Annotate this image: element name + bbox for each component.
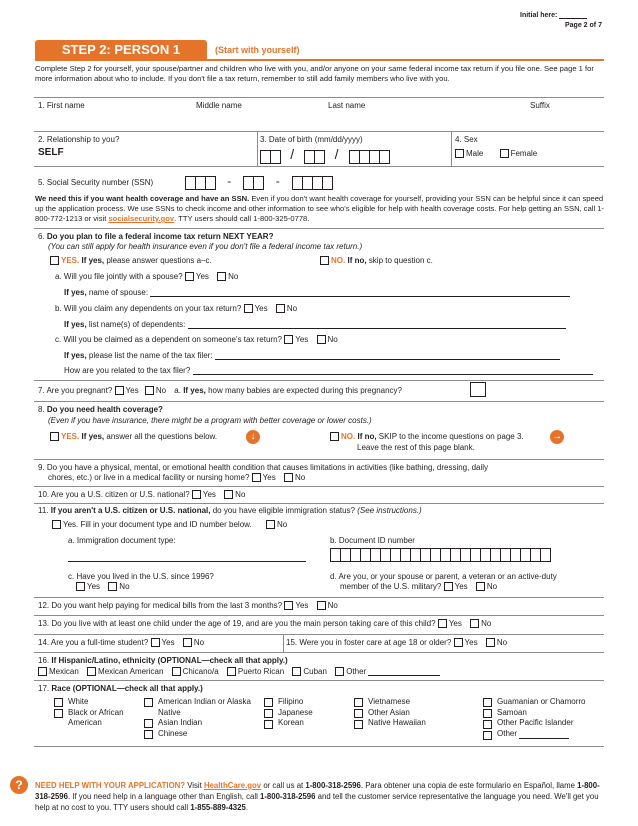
initial-line[interactable] bbox=[559, 10, 587, 19]
q11c-no-checkbox[interactable] bbox=[108, 582, 117, 591]
page-number: Page 2 of 7 bbox=[565, 22, 602, 29]
initial-here: Initial here: bbox=[520, 10, 587, 19]
q16-title: 16. If Hispanic/Latino, ethnicity (OPTIONAL—check all that apply.) bbox=[38, 656, 288, 665]
ethnicity-mexican-checkbox[interactable] bbox=[38, 667, 47, 676]
race-other-asian-checkbox[interactable] bbox=[354, 709, 363, 718]
q8-no: NO. If no, SKIP to the income questions on page 3. bbox=[330, 432, 524, 441]
spouse-name-line[interactable] bbox=[150, 288, 570, 297]
title-rule bbox=[35, 59, 604, 61]
q9-yes-checkbox[interactable] bbox=[252, 473, 261, 482]
ethnicity-other-line[interactable] bbox=[368, 667, 440, 676]
q6b: b. Will you claim any dependents on your tax return? Yes No bbox=[55, 304, 298, 313]
q6-note: (You can still apply for health insurance even if you don't file a federal income tax return.) bbox=[48, 242, 363, 251]
q6c-relation: How are you related to the tax filer? bbox=[64, 366, 593, 375]
dependents-line[interactable] bbox=[188, 320, 566, 329]
q11-title: 11. If you aren't a U.S. citizen or U.S. national, do you have eligible immigration status? (See instructions.) bbox=[38, 506, 422, 515]
q5-label: 5. Social Security number (SSN) bbox=[38, 178, 154, 187]
q12: 12. Do you want help paying for medical bills from the last 3 months? Yes No bbox=[38, 601, 338, 610]
race-japanese-checkbox[interactable] bbox=[264, 709, 273, 718]
dob-year[interactable] bbox=[349, 150, 389, 164]
q7-yes-checkbox[interactable] bbox=[115, 386, 124, 395]
q7: 7. Are you pregnant? Yes No a. If yes, how many babies are expected during this pregnancy? bbox=[38, 386, 402, 395]
q11-options: Yes. Fill in your document type and ID number below. No bbox=[52, 520, 287, 529]
q6c-no-checkbox[interactable] bbox=[317, 335, 326, 344]
intro-text: Complete Step 2 for yourself, your spouse/partner and children who live with you, and/or anyone on your same federal income tax return if you file one. See page 1 for more information about who to include. If you don't file a tax return, remember to still add family members who live with you. bbox=[35, 64, 594, 83]
race-vietnamese-checkbox[interactable] bbox=[354, 698, 363, 707]
q6b-dependents: If yes, list name(s) of dependents: bbox=[64, 320, 566, 329]
q2-label: 2. Relationship to you? bbox=[38, 135, 120, 144]
q6b-no-checkbox[interactable] bbox=[276, 304, 285, 313]
race-col5: Guamanian or Chamorro Samoan Other Pacific Islander Other bbox=[497, 697, 607, 739]
race-american-indian-checkbox[interactable] bbox=[144, 698, 153, 707]
race-col2: American Indian or Alaska Native Asian Indian Chinese bbox=[158, 697, 278, 739]
race-col3: Filipino Japanese Korean bbox=[278, 697, 348, 729]
q9-text1: 9. Do you have a physical, mental, or emotional health condition that causes limitations in activities (like bathing, dressing, daily bbox=[38, 463, 489, 472]
q15-yes-checkbox[interactable] bbox=[454, 638, 463, 647]
ssn-part1[interactable] bbox=[185, 176, 215, 190]
q11b-label: b. Document ID number bbox=[330, 536, 415, 545]
q15-no-checkbox[interactable] bbox=[486, 638, 495, 647]
q12-yes-checkbox[interactable] bbox=[284, 601, 293, 610]
q1-first-name-label: 1. First name bbox=[38, 101, 85, 110]
q8-title: 8. Do you need health coverage? bbox=[38, 405, 163, 414]
q7-no-checkbox[interactable] bbox=[145, 386, 154, 395]
q10: 10. Are you a U.S. citizen or U.S. national? Yes No bbox=[38, 490, 246, 499]
q12-no-checkbox[interactable] bbox=[317, 601, 326, 610]
tax-filer-line[interactable] bbox=[215, 351, 560, 360]
doc-type-line[interactable] bbox=[68, 561, 306, 562]
q6a-no-checkbox[interactable] bbox=[217, 272, 226, 281]
ethnicity-other-checkbox[interactable] bbox=[335, 667, 344, 676]
race-chinese-checkbox[interactable] bbox=[144, 730, 153, 739]
step-subtitle: (Start with yourself) bbox=[215, 45, 300, 55]
q11c-yes-checkbox[interactable] bbox=[76, 582, 85, 591]
q6-yes: YES. If yes, please answer questions a–c. bbox=[50, 256, 212, 265]
race-other-checkbox[interactable] bbox=[483, 731, 492, 740]
ethnicity-chicano-checkbox[interactable] bbox=[172, 667, 181, 676]
arrow-right-icon: → bbox=[552, 431, 562, 442]
q3-label: 3. Date of birth (mm/dd/yyyy) bbox=[260, 135, 363, 144]
step-title-bar bbox=[35, 40, 207, 59]
ssn-part2[interactable] bbox=[243, 176, 263, 190]
q10-yes-checkbox[interactable] bbox=[192, 490, 201, 499]
q6a-yes-checkbox[interactable] bbox=[185, 272, 194, 281]
socialsecurity-link[interactable]: socialsecurity.gov bbox=[108, 214, 175, 223]
race-asian-indian-checkbox[interactable] bbox=[144, 719, 153, 728]
dob-field[interactable]: / / bbox=[260, 146, 389, 164]
q6c-filer: If yes, please list the name of the tax filer: bbox=[64, 351, 560, 360]
q13-yes-checkbox[interactable] bbox=[438, 619, 447, 628]
race-filipino-checkbox[interactable] bbox=[264, 698, 273, 707]
q6c: c. Will you be claimed as a dependent on someone's tax return? Yes No bbox=[55, 335, 338, 344]
q17-title: 17. Race (OPTIONAL—check all that apply.) bbox=[38, 684, 203, 693]
q11d-no-checkbox[interactable] bbox=[476, 582, 485, 591]
ssn-explanation: We need this if you want health coverage and have an SSN. Even if you don't want health coverage for yourself, providing your SSN can be helpful since it can speed up the application process. We use SSNs to check income and other information to see who's eligible for help with health coverage costs. For help getting an SSN, call 1-800-772-1213 or visit socialsecurity.gov. TTY users should call 1-800-325-0778. bbox=[35, 194, 605, 223]
q9-no-checkbox[interactable] bbox=[284, 473, 293, 482]
race-black-checkbox[interactable] bbox=[54, 709, 63, 718]
arrow-down-icon: ↓ bbox=[246, 430, 260, 444]
healthcare-link[interactable]: HealthCare.gov bbox=[203, 781, 262, 790]
ethnicity-puerto-rican-checkbox[interactable] bbox=[227, 667, 236, 676]
ethnicity-cuban-checkbox[interactable] bbox=[292, 667, 301, 676]
race-guamanian-checkbox[interactable] bbox=[483, 698, 492, 707]
q8-no-text2: Leave the rest of this page blank. bbox=[357, 443, 475, 452]
q6c-yes-checkbox[interactable] bbox=[284, 335, 293, 344]
race-col1: White Black or African American bbox=[68, 697, 148, 729]
q11c-label: c. Have you lived in the U.S. since 1996? bbox=[68, 572, 214, 581]
q6-no: NO. If no, skip to question c. bbox=[320, 256, 433, 265]
q15: 15. Were you in foster care at age 18 or older? Yes No bbox=[286, 638, 508, 647]
q11d-yes-checkbox[interactable] bbox=[444, 582, 453, 591]
race-white-checkbox[interactable] bbox=[54, 698, 63, 707]
q10-no-checkbox[interactable] bbox=[224, 490, 233, 499]
q13-no-checkbox[interactable] bbox=[470, 619, 479, 628]
relation-line[interactable] bbox=[193, 366, 593, 375]
q11-no-checkbox[interactable] bbox=[266, 520, 275, 529]
q13: 13. Do you live with at least one child under the age of 19, and are you the main person taking care of this child? Yes No bbox=[38, 619, 492, 628]
q1-middle-name-label: Middle name bbox=[196, 101, 242, 110]
q14-no-checkbox[interactable] bbox=[183, 638, 192, 647]
q8-no-checkbox[interactable] bbox=[330, 432, 339, 441]
q8-yes-checkbox[interactable] bbox=[50, 432, 59, 441]
race-other-line[interactable] bbox=[519, 730, 569, 739]
q6b-yes-checkbox[interactable] bbox=[244, 304, 253, 313]
help-icon: ? bbox=[10, 776, 28, 794]
q11d-label1: d. Are you, or your spouse or parent, a veteran or an active-duty bbox=[330, 572, 557, 581]
ethnicity-mexican-american-checkbox[interactable] bbox=[87, 667, 96, 676]
race-col4: Vietnamese Other Asian Native Hawaiian bbox=[368, 697, 458, 729]
q8-note: (Even if you have insurance, there might be a program with better coverage or lower costs.) bbox=[48, 416, 372, 425]
male-checkbox[interactable] bbox=[455, 149, 464, 158]
q4-label: 4. Sex bbox=[455, 135, 478, 144]
q11-yes-checkbox[interactable] bbox=[52, 520, 61, 529]
q6a: a. Will you file jointly with a spouse? Yes No bbox=[55, 272, 239, 281]
q6-no-checkbox[interactable] bbox=[320, 256, 329, 265]
race-samoan-checkbox[interactable] bbox=[483, 709, 492, 718]
q6-yes-checkbox[interactable] bbox=[50, 256, 59, 265]
female-checkbox[interactable] bbox=[500, 149, 509, 158]
q8-yes: YES. If yes, answer all the questions below. bbox=[50, 432, 217, 441]
q11c-options: Yes No bbox=[76, 582, 130, 591]
ethnicity-options: Mexican Mexican American Chicano/a Puerto Rican Cuban Other bbox=[38, 667, 440, 676]
babies-count-box[interactable] bbox=[470, 382, 486, 397]
q14-yes-checkbox[interactable] bbox=[151, 638, 160, 647]
race-other-pacific-checkbox[interactable] bbox=[483, 720, 492, 729]
q1-suffix-label: Suffix bbox=[530, 101, 550, 110]
ssn-part3[interactable] bbox=[292, 176, 332, 190]
q14: 14. Are you a full-time student? Yes No bbox=[38, 638, 205, 647]
step-title: STEP 2: PERSON 1 bbox=[61, 42, 181, 57]
dob-day[interactable] bbox=[304, 150, 324, 164]
q6a-spouse: If yes, name of spouse: bbox=[64, 288, 570, 297]
footer-help-text: NEED HELP WITH YOUR APPLICATION? Visit HealthCare.gov or call us at 1-800-318-2596. Para obtener una copia de este formulario en Español, llame 1-800-318-2596. If you need help in a language other than English, call 1-800-318-2596 and tell the customer service representative the language you need. We'll get you help at no cost to you. TTY users should call 1-855-889-4325. bbox=[35, 781, 600, 812]
sex-options: Male Female bbox=[455, 149, 537, 158]
dob-month[interactable] bbox=[260, 150, 280, 164]
q11d-line2: member of the U.S. military? Yes No bbox=[340, 582, 498, 591]
q2-value[interactable]: SELF bbox=[38, 147, 64, 158]
q9-text2: chores, etc.) or live in a medical facility or nursing home? Yes No bbox=[48, 473, 306, 482]
q6-title: 6. Do you plan to file a federal income tax return NEXT YEAR? bbox=[38, 232, 274, 241]
doc-id-boxes[interactable] bbox=[330, 548, 550, 562]
ssn-field[interactable]: - - bbox=[185, 174, 332, 190]
q11a-label: a. Immigration document type: bbox=[68, 536, 176, 545]
race-korean-checkbox[interactable] bbox=[264, 720, 273, 729]
race-native-hawaiian-checkbox[interactable] bbox=[354, 720, 363, 729]
q1-last-name-label: Last name bbox=[328, 101, 366, 110]
